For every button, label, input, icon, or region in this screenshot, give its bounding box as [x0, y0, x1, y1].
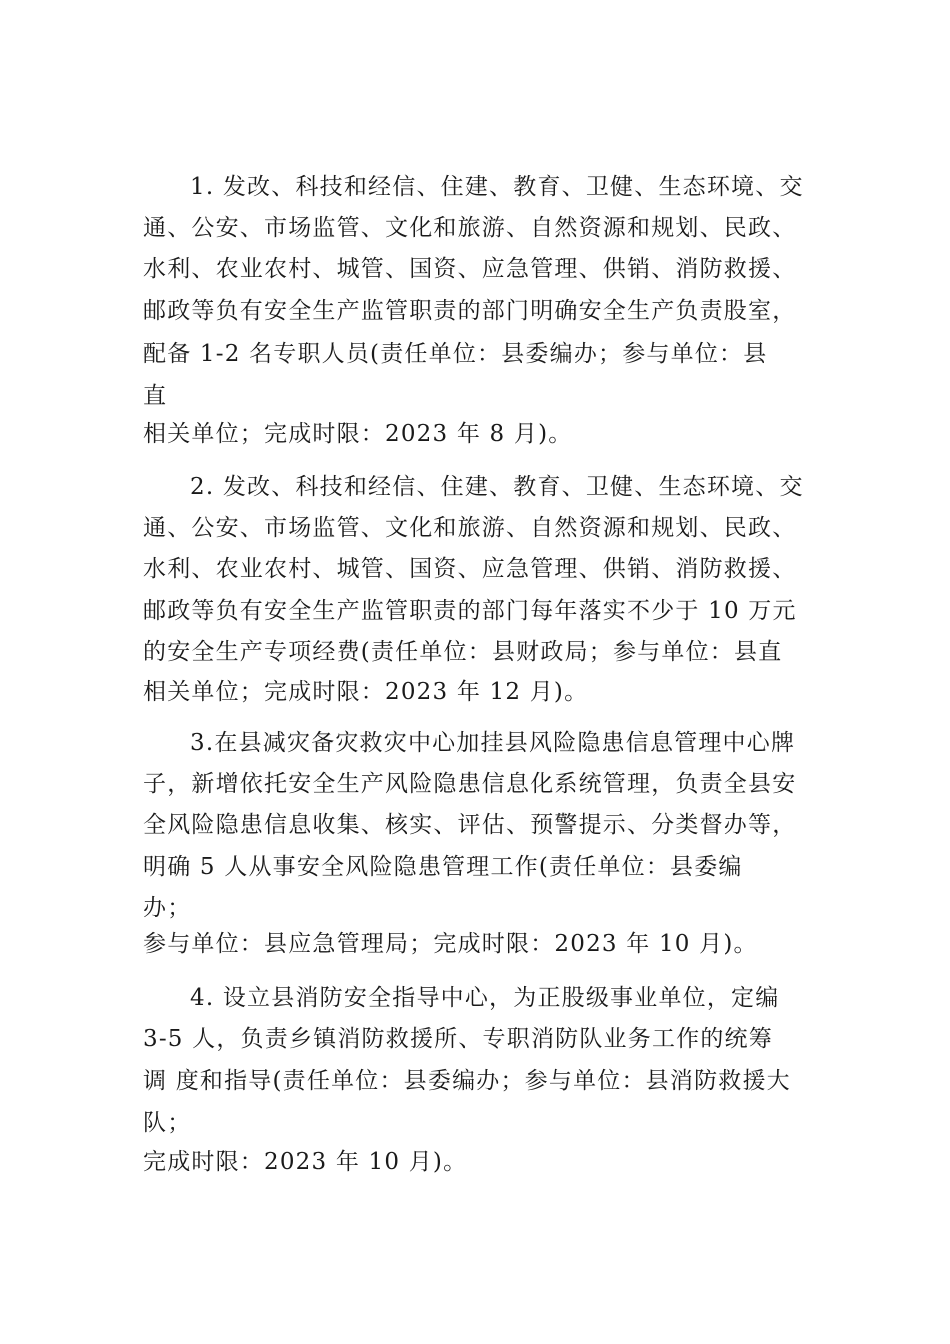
paragraph-1-line-6: 直 [143, 383, 168, 409]
paragraph-3-line-4: 明确 5 人从事安全风险隐患管理工作(责任单位：县委编 [143, 854, 743, 880]
paragraph-4-line-5: 完成时限：2023 年 10 月)。 [143, 1149, 468, 1175]
paragraph-3-line-6: 参与单位：县应急管理局；完成时限：2023 年 10 月)。 [143, 931, 758, 957]
paragraph-4-line-3: 调 度和指导(责任单位：县委编办；参与单位：县消防救援大 [143, 1068, 791, 1094]
paragraph-3-line-2: 子，新增依托安全生产风险隐患信息化系统管理，负责全县安 [143, 771, 797, 797]
paragraph-1-line-2: 通、公安、市场监管、文化和旅游、自然资源和规划、民政、 [143, 215, 797, 241]
paragraph-4-line-1: 4. 设立县消防安全指导中心，为正股级事业单位，定编 [190, 985, 780, 1011]
paragraph-2-line-4: 邮政等负有安全生产监管职责的部门每年落实不少于 10 万元 [143, 598, 797, 624]
paragraph-4-line-4: 队； [143, 1110, 192, 1136]
paragraph-1-line-5: 配备 1-2 名专职人员(责任单位：县委编办；参与单位：县 [143, 341, 768, 367]
paragraph-2-line-6: 相关单位；完成时限：2023 年 12 月)。 [143, 679, 589, 705]
paragraph-2-line-3: 水利、农业农村、城管、国资、应急管理、供销、消防救援、 [143, 556, 797, 582]
paragraph-1-line-7: 相关单位；完成时限：2023 年 8 月)。 [143, 421, 573, 447]
paragraph-4-line-2: 3-5 人，负责乡镇消防救援所、专职消防队业务工作的统筹 [143, 1026, 773, 1052]
paragraph-1-line-3: 水利、农业农村、城管、国资、应急管理、供销、消防救援、 [143, 256, 797, 282]
paragraph-2-line-5: 的安全生产专项经费(责任单位：县财政局；参与单位：县直 [143, 639, 783, 665]
paragraph-2-line-2: 通、公安、市场监管、文化和旅游、自然资源和规划、民政、 [143, 515, 797, 541]
paragraph-1-line-1: 1. 发改、科技和经信、住建、教育、卫健、生态环境、交 [190, 174, 804, 200]
paragraph-3-line-5: 办； [143, 895, 192, 921]
paragraph-3-line-1: 3.在县减灾备灾救灾中心加挂县风险隐患信息管理中心牌 [190, 730, 796, 756]
paragraph-3-line-3: 全风险隐患信息收集、核实、评估、预警提示、分类督办等， [143, 812, 797, 838]
paragraph-2-line-1: 2. 发改、科技和经信、住建、教育、卫健、生态环境、交 [190, 474, 804, 500]
paragraph-1-line-4: 邮政等负有安全生产监管职责的部门明确安全生产负责股室， [143, 298, 797, 324]
